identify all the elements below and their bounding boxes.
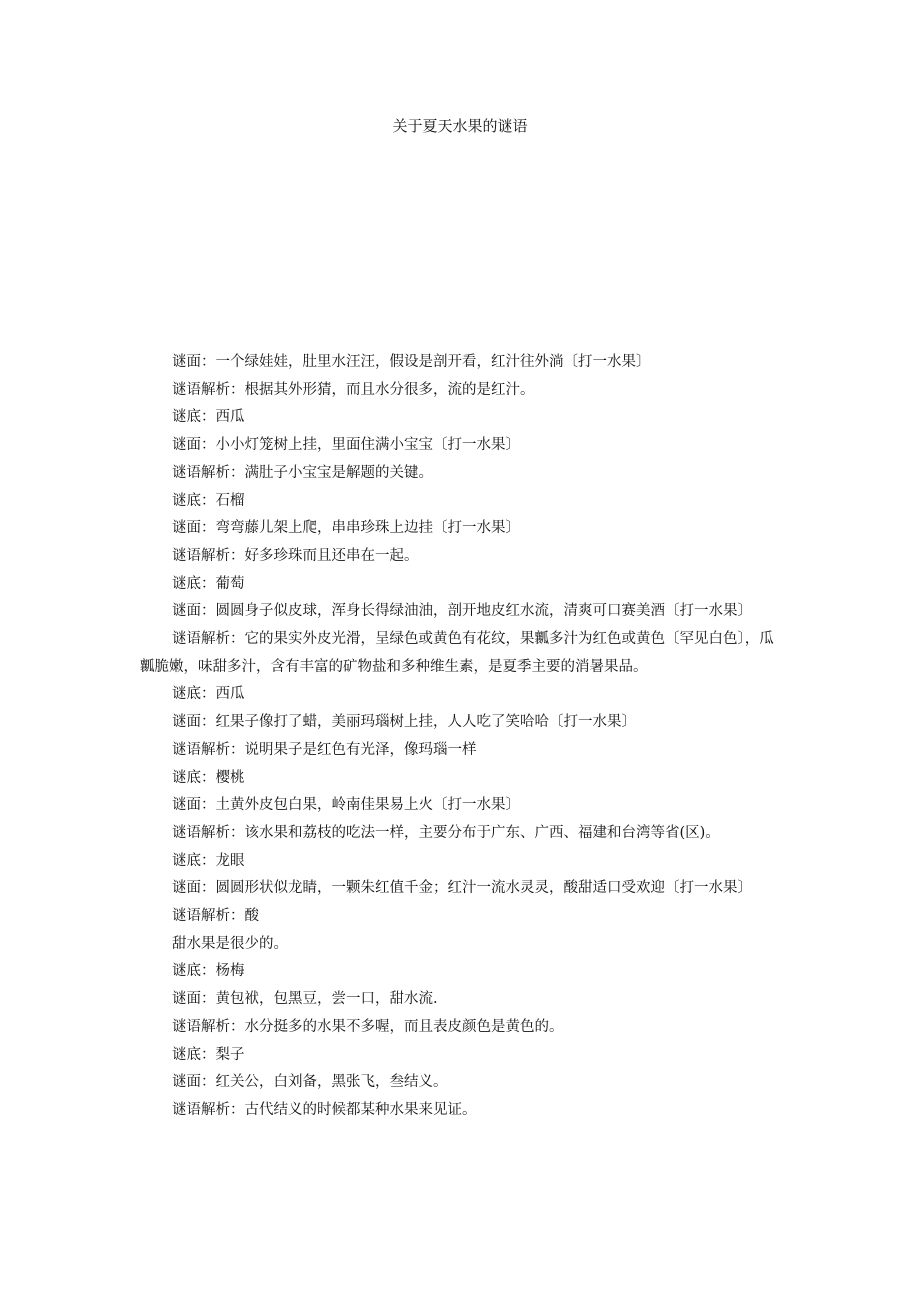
paragraph: 谜语解析：满肚子小宝宝是解题的关键。 — [172, 464, 433, 481]
paragraph: 谜面：弯弯藤儿架上爬，串串珍珠上边挂〔打一水果〕 — [172, 520, 520, 537]
paragraph: 谜面：红果子像打了蜡，美丽玛瑙树上挂，人人吃了笑哈哈〔打一水果〕 — [172, 714, 636, 731]
paragraph: 谜底：西瓜 — [172, 409, 245, 426]
paragraph: 谜底：葡萄 — [172, 575, 245, 592]
paragraph: 谜语解析：水分挺多的水果不多喔，而且表皮颜色是黄色的。 — [172, 1018, 564, 1035]
paragraph: 谜语解析：该水果和荔枝的吃法一样，主要分布于广东、广西、福建和台湾等省(区)。 — [172, 824, 720, 841]
paragraph: 谜面：一个绿娃娃，肚里水汪汪，假设是剖开看，红汁往外淌〔打一水果〕 — [172, 354, 651, 370]
paragraph: 谜语解析：根据其外形猜，而且水分很多，流的是红汁。 — [172, 381, 535, 398]
paragraph: 谜语解析：好多珍珠而且还串在一起。 — [172, 547, 419, 564]
paragraph: 谜语解析：说明果子是红色有光泽，像玛瑙一样 — [172, 741, 477, 758]
paragraph: 谜面：红关公，白刘备，黑张飞，叁结义。 — [172, 1074, 448, 1091]
paragraph: 谜语解析：它的果实外皮光滑，呈绿色或黄色有花纹，果瓤多汁为红色或黄色〔罕见白色〕，瓜瓤脆嫩，味甜多汁，含有丰富的矿物盐和多种维生素，是夏季主要的消暑果品。 — [140, 631, 774, 675]
paragraph: 谜底：西瓜 — [172, 686, 245, 703]
paragraph: 甜水果是很少的。 — [172, 935, 288, 952]
paragraph: 谜底：樱桃 — [172, 769, 245, 786]
paragraph: 谜语解析：古代结义的时候都某种水果来见证。 — [172, 1101, 477, 1118]
paragraph: 谜面：土黄外皮包白果，岭南佳果易上火〔打一水果〕 — [172, 797, 520, 814]
paragraph: 谜底：石榴 — [172, 492, 245, 509]
paragraph: 谜面：小小灯笼树上挂，里面住满小宝宝〔打一水果〕 — [172, 437, 520, 454]
document-title: 关于夏天水果的谜语 — [392, 117, 528, 135]
paragraph: 谜底：龙眼 — [172, 852, 245, 869]
paragraph: 谜底：杨梅 — [172, 963, 245, 980]
paragraph: 谜面：圆圆形状似龙睛，一颗朱红值千金；红汁一流水灵灵，酸甜适口受欢迎〔打一水果〕 — [172, 880, 752, 897]
paragraph: 谜底：梨子 — [172, 1046, 245, 1063]
paragraph: 谜面：圆圆身子似皮球，浑身长得绿油油，剖开地皮红水流，清爽可口赛美酒〔打一水果〕 — [172, 603, 752, 620]
riddle-content — [140, 349, 786, 1125]
paragraph: 谜面：黄包袱，包黑豆，尝一口，甜水流. — [172, 991, 438, 1008]
paragraph: 谜语解析：酸 — [172, 908, 259, 925]
